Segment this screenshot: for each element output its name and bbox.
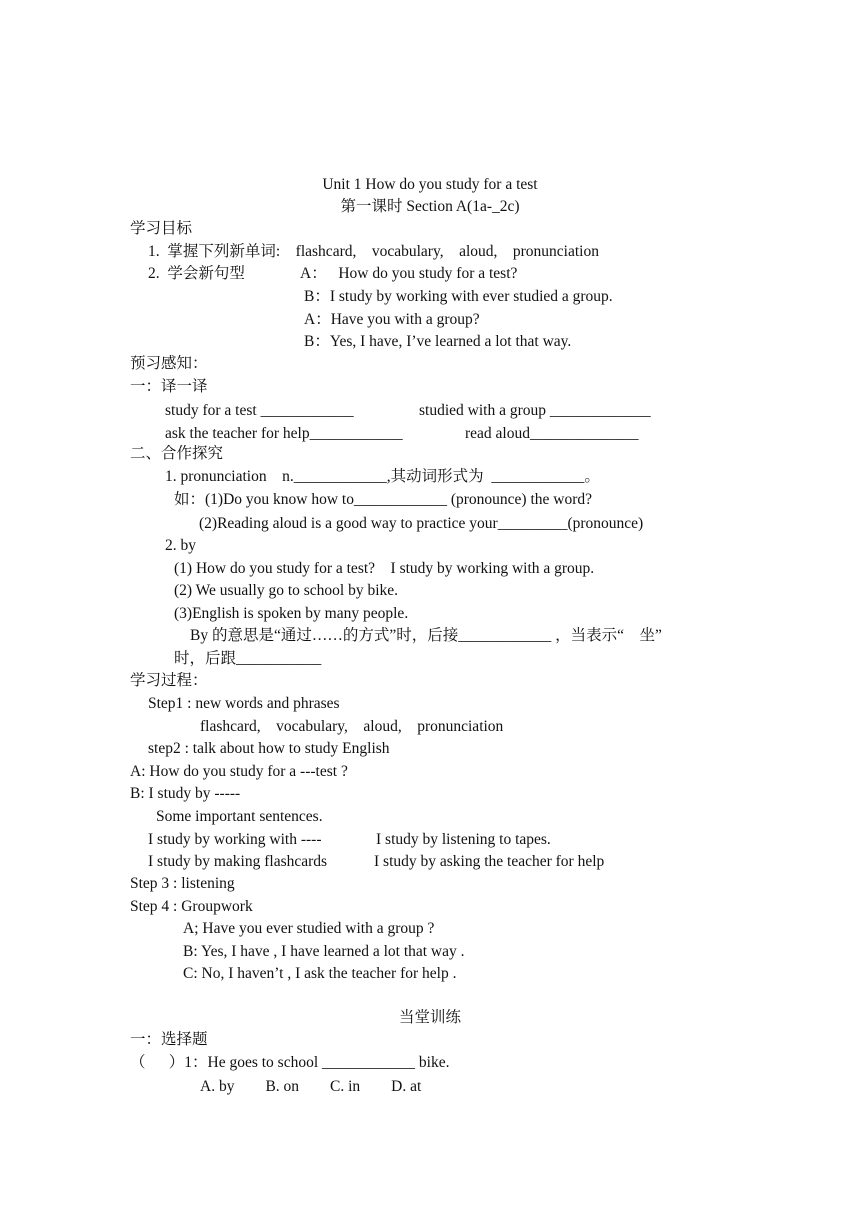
objective-sentence-a2: A：Have you with a group?	[304, 311, 480, 328]
translate-row1-right: studied with a group _____________	[419, 402, 651, 419]
groupwork-c: C: No, I haven’t , I ask the teacher for help .	[183, 965, 457, 982]
practice-section: 一：选择题	[130, 1031, 208, 1048]
practice-heading: 当堂训练	[398, 1009, 461, 1026]
translate-row2-left: ask the teacher for help____________	[165, 425, 403, 442]
process-heading: 学习过程：	[130, 672, 208, 689]
objective-item-1: 1. 掌握下列新单词: flashcard, vocabulary, aloud, pronunciation	[148, 243, 599, 260]
objective-sentence-b2: B：Yes, I have, I’ve learned a lot that way.	[304, 333, 572, 350]
page-title: Unit 1 How do you study for a test	[322, 176, 538, 193]
explore-point-1-example-1: 如：(1)Do you know how to____________ (pronounce) the word?	[174, 491, 593, 508]
explore-point-2-example-1: (1) How do you study for a test? I study by working with a group.	[174, 560, 595, 577]
explore-point-2: 2. by	[165, 537, 196, 554]
objective-item-2-label: 2. 学会新句型	[148, 265, 245, 282]
objective-sentence-a1: A： How do you study for a test?	[300, 265, 518, 282]
groupwork-b: B: Yes, I have , I have learned a lot that way .	[183, 943, 465, 960]
explore-point-1: 1. pronunciation n.____________,其动词形式为 ____________。	[165, 468, 600, 485]
dialog-b: B: I study by -----	[130, 785, 241, 802]
important-sentences: Some important sentences.	[156, 808, 323, 825]
explore-point-2-note-1: By 的意思是“通过……的方式”时，后接____________ ，当表示“ 坐”	[190, 627, 662, 644]
step-4: Step 4 : Groupwork	[130, 898, 253, 915]
explore-point-1-example-2: (2)Reading aloud is a good way to practice your_________(pronounce)	[199, 515, 644, 532]
objective-sentence-b1: B：I study by working with ever studied a group.	[304, 288, 613, 305]
dialog-a: A: How do you study for a ---test ?	[130, 763, 348, 780]
objectives-heading: 学习目标	[130, 220, 193, 237]
step-2: step2 : talk about how to study English	[148, 740, 390, 757]
preview-subheading: 一：译一译	[130, 378, 208, 395]
step-1: Step1 : new words and phrases	[148, 695, 340, 712]
explore-point-2-example-3: (3)English is spoken by many people.	[174, 605, 409, 622]
explore-point-2-note-2: 时，后跟___________	[174, 650, 322, 667]
question-1-options: A. by B. on C. in D. at	[200, 1078, 422, 1095]
sentence-2-right: I study by asking the teacher for help	[374, 853, 605, 870]
translate-row1-left: study for a test ____________	[165, 402, 354, 419]
sentence-2-left: I study by making flashcards	[148, 853, 328, 870]
explore-point-2-example-2: (2) We usually go to school by bike.	[174, 582, 399, 599]
sentence-1-left: I study by working with ----	[148, 831, 322, 848]
explore-heading: 二、合作探究	[130, 445, 224, 462]
preview-heading: 预习感知：	[130, 355, 208, 372]
step-1-words: flashcard, vocabulary, aloud, pronunciation	[200, 718, 504, 735]
question-1: （ ）1：He goes to school ____________ bike.	[130, 1054, 450, 1071]
step-3: Step 3 : listening	[130, 875, 235, 892]
sentence-1-right: I study by listening to tapes.	[376, 831, 551, 848]
page-subtitle: 第一课时 Section A(1a-_2c)	[340, 198, 520, 215]
translate-row2-right: read aloud______________	[465, 425, 639, 442]
groupwork-a: A; Have you ever studied with a group ?	[183, 920, 435, 937]
